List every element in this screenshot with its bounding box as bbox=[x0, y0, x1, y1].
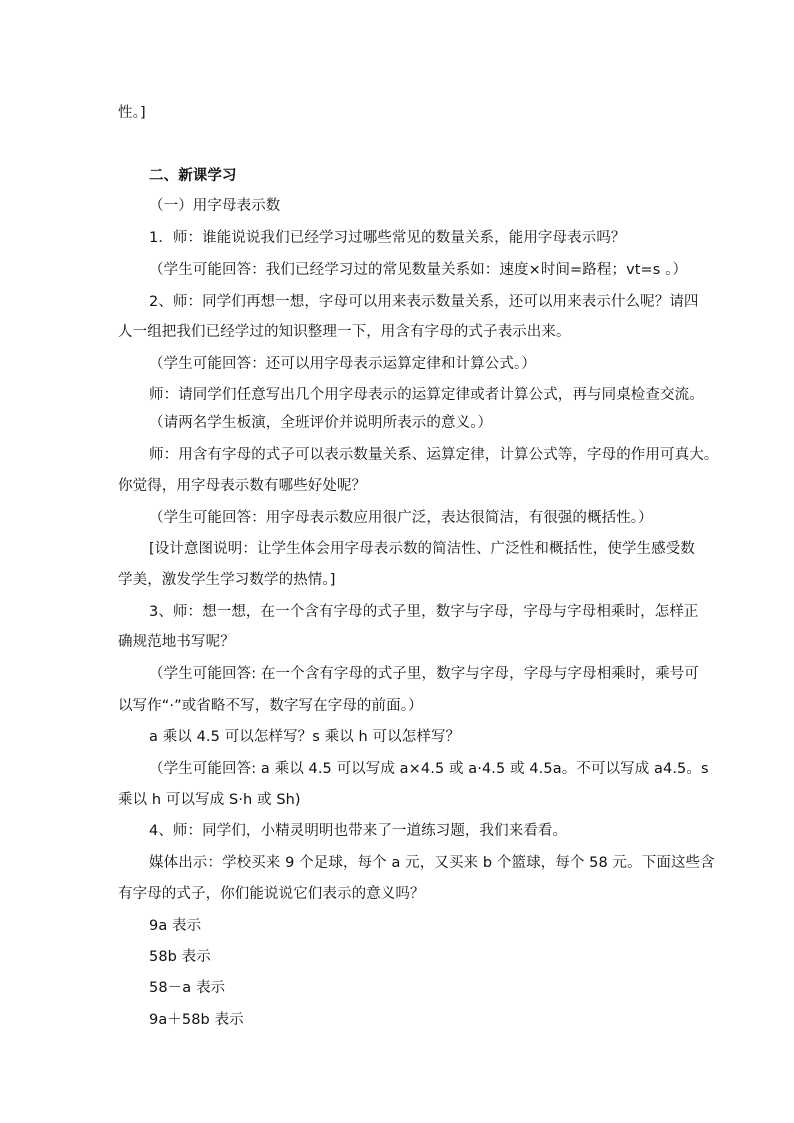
text-line: （学生可能回答：用字母表示数应用很广泛，表达很简洁，有很强的概括性。） bbox=[149, 510, 653, 526]
text-line: 9a 表示 bbox=[149, 918, 202, 934]
section-heading: 二、新课学习 bbox=[149, 168, 237, 184]
text-line: [设计意图说明：让学生体会用字母表示数的简洁性、广泛性和概括性，使学生感受数 bbox=[149, 541, 695, 557]
text-line: （学生可能回答: a 乘以 4.5 可以写成 a×4.5 或 a·4.5 或 4.5a。不可以写成 a4.5。s bbox=[149, 761, 709, 777]
text-line: （学生可能回答：还可以用字母表示运算定律和计算公式。） bbox=[149, 356, 536, 372]
text-line: 乘以 h 可以写成 S·h 或 Sh) bbox=[118, 792, 301, 808]
text-line: 58b 表示 bbox=[149, 949, 211, 965]
text-line: 以写作“·”或省略不写，数字写在字母的前面。） bbox=[118, 698, 423, 714]
text-line: （请两名学生板演，全班评价并说明所表示的意义。） bbox=[149, 415, 493, 431]
text-line: 你觉得，用字母表示数有哪些好处呢？ bbox=[118, 478, 367, 494]
text-line: 有字母的式子，你们能说说它们表示的意义吗？ bbox=[118, 886, 425, 902]
text-line: 人一组把我们已经学过的知识整理一下，用含有字母的式子表示出来。 bbox=[118, 324, 571, 340]
text-line: （学生可能回答：我们已经学习过的常见数量关系如：速度×时间=路程；vt=s 。） bbox=[149, 262, 688, 278]
text-line: 确规范地书写呢？ bbox=[118, 634, 235, 650]
text-line: 师：请同学们任意写出几个用字母表示的运算定律或者计算公式，再与同桌检查交流。 bbox=[149, 387, 704, 403]
subsection-heading: （一）用字母表示数 bbox=[149, 198, 281, 214]
text-line: 2、师：同学们再想一想，字母可以用来表示数量关系，还可以用来表示什么呢？请四 bbox=[149, 294, 699, 310]
text-line: 3、师：想一想，在一个含有字母的式子里，数字与字母，字母与字母相乘时，怎样正 bbox=[149, 604, 699, 620]
text-line: （学生可能回答: 在一个含有字母的式子里，数字与字母，字母与字母相乘时，乘号可 bbox=[149, 666, 699, 682]
text-line: 1．师：谁能说说我们已经学习过哪些常见的数量关系，能用字母表示吗？ bbox=[149, 230, 626, 246]
text-line: a 乘以 4.5 可以怎样写？s 乘以 h 可以怎样写？ bbox=[149, 729, 461, 745]
text-line: 58－a 表示 bbox=[149, 980, 226, 996]
text-line: 9a＋58b 表示 bbox=[149, 1012, 244, 1028]
text-line: 媒体出示：学校买来 9 个足球，每个 a 元，又买来 b 个篮球，每个 58 元。下面这些含 bbox=[149, 855, 715, 871]
text-line: 性。] bbox=[118, 105, 146, 121]
text-line: 师：用含有字母的式子可以表示数量关系、运算定律，计算公式等，字母的作用可真大。 bbox=[149, 447, 719, 463]
text-line: 学美，激发学生学习数学的热情。] bbox=[118, 572, 336, 588]
text-line: 4、师：同学们，小精灵明明也带来了一道练习题，我们来看看。 bbox=[149, 823, 568, 839]
